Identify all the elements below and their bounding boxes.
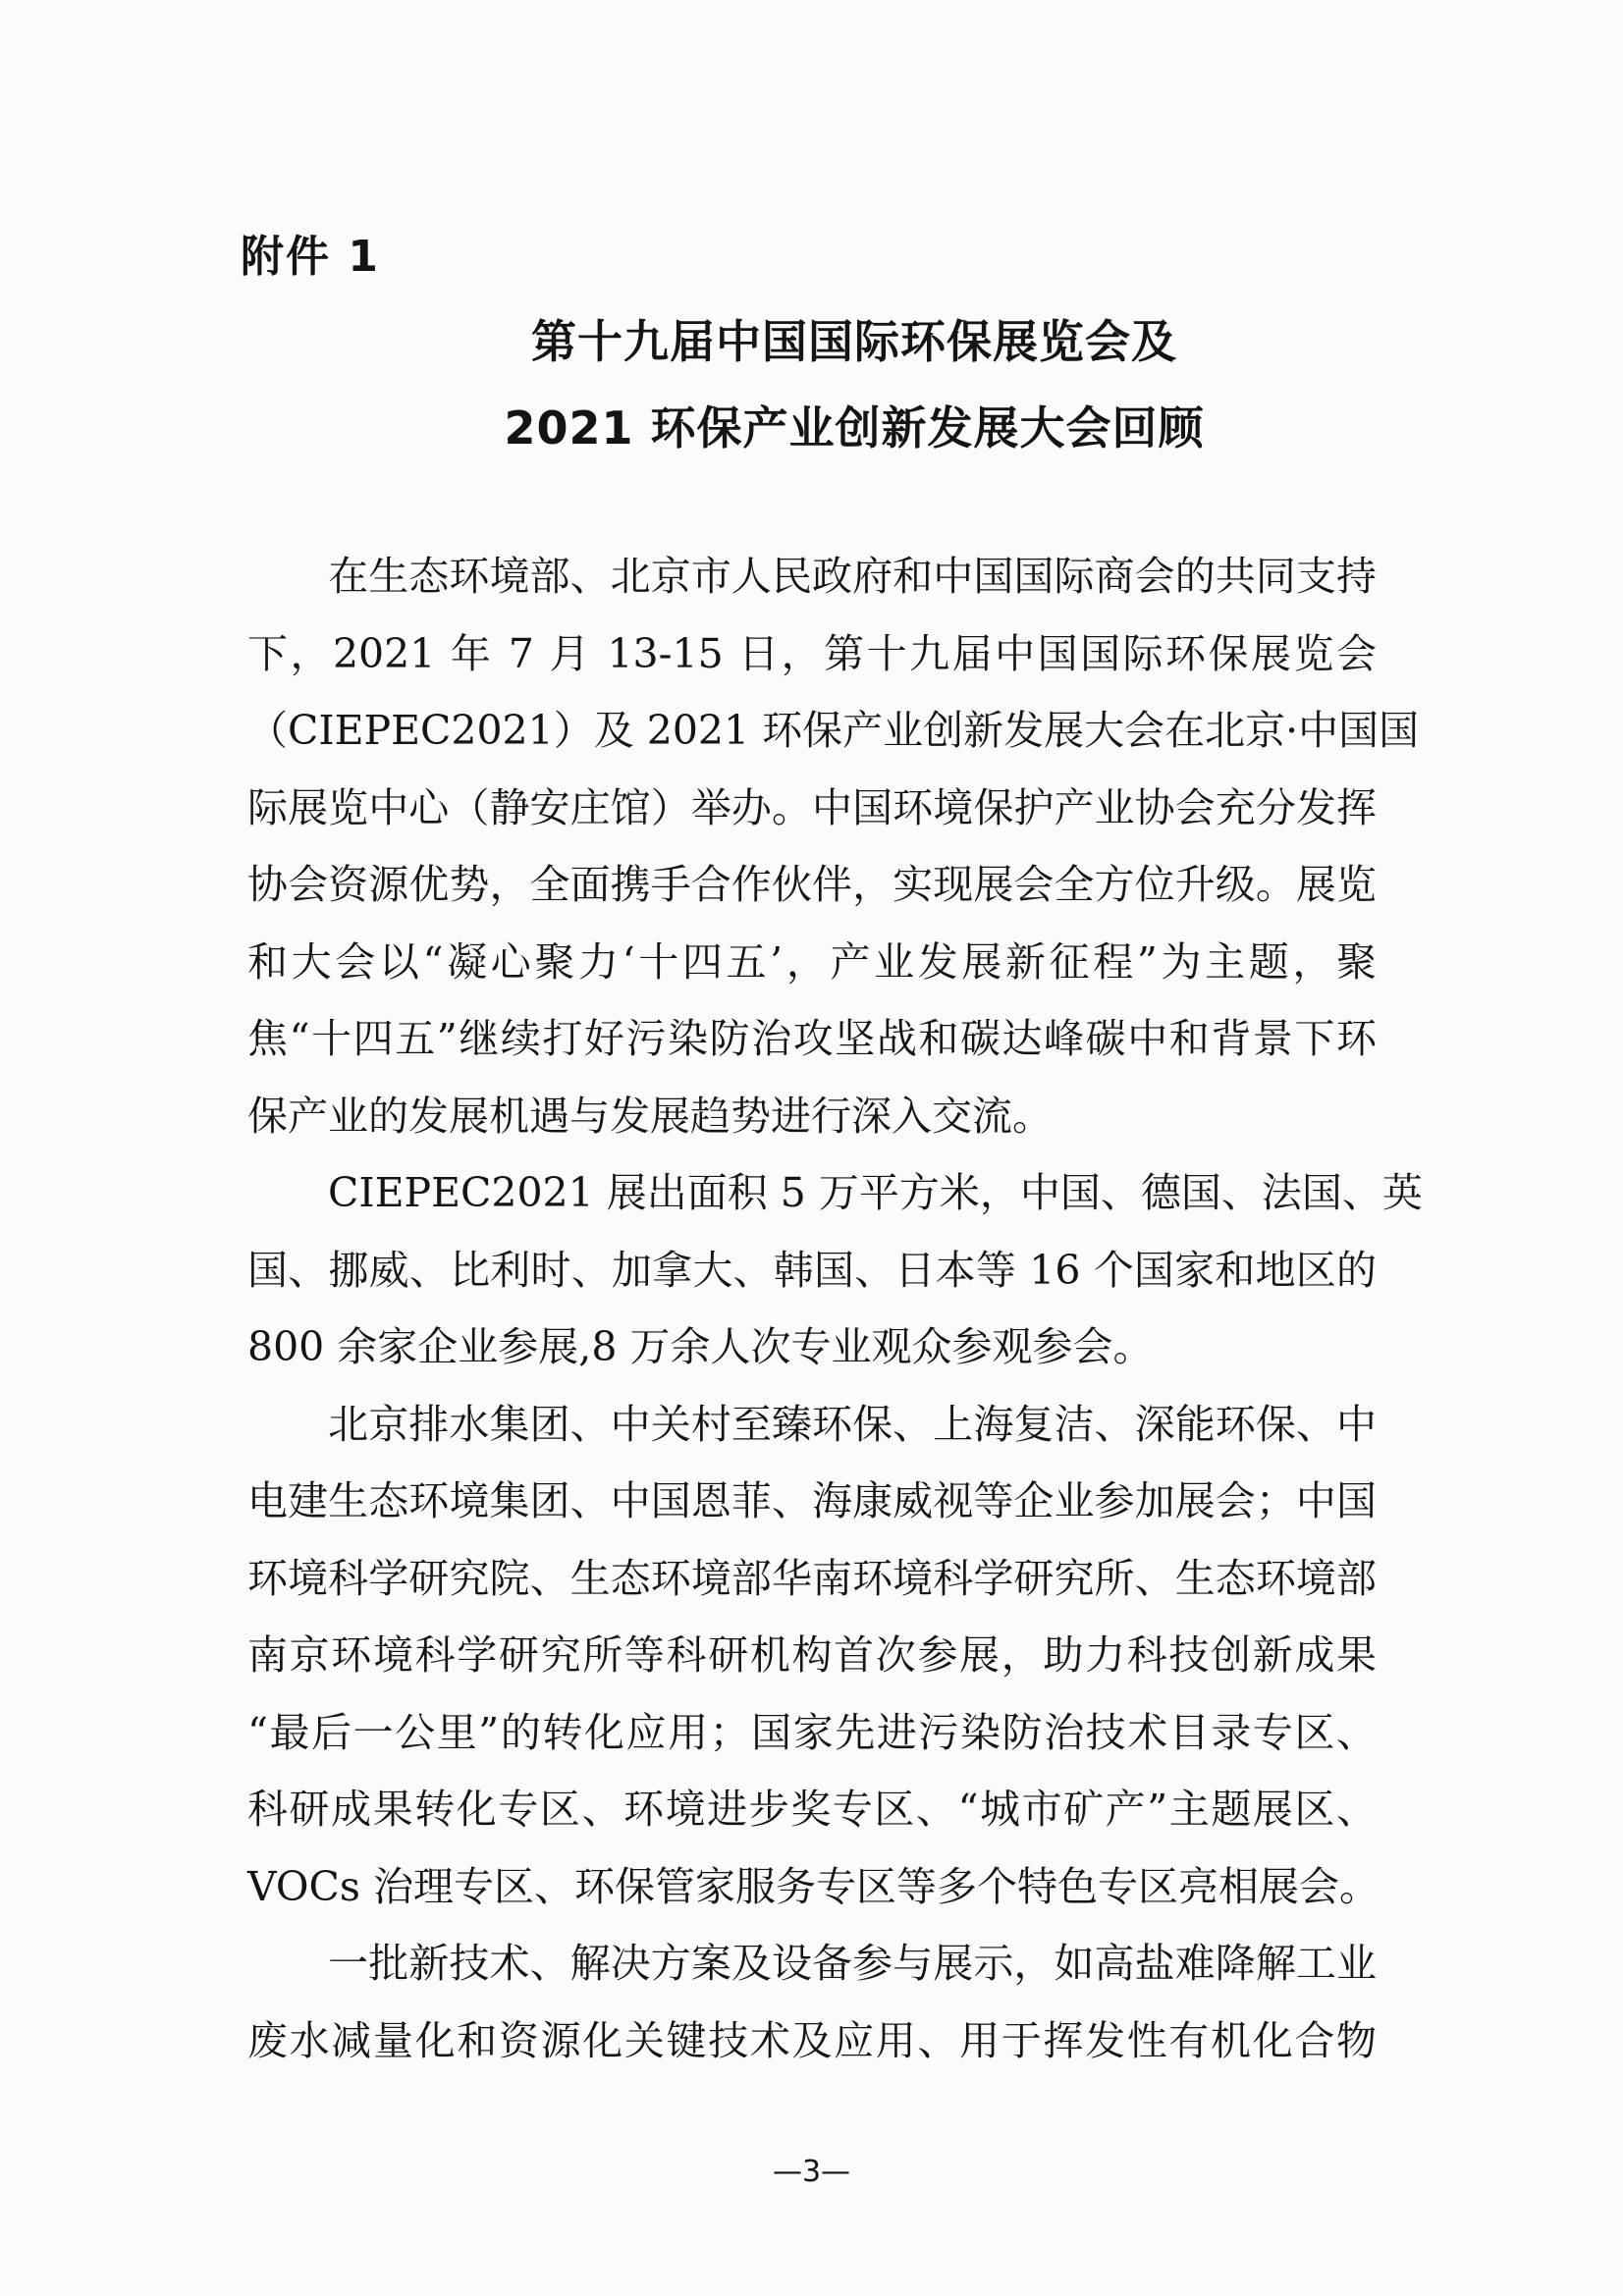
document-body [247, 538, 1423, 2079]
document-title-line-1: 第十九届中国国际环保展览会及 [531, 315, 1177, 368]
text-line: 焦“十四五”继续打好污染防治攻坚战和碳达峰碳中和背景下环 [247, 1015, 1377, 1062]
paragraph-1 [247, 538, 1420, 1154]
text-line: “最后一公里”的转化应用；国家先进污染防治技术目录专区、 [247, 1708, 1377, 1756]
text-line: （CIEPEC2021）及 2021 环保产业创新发展大会在北京·中国国 [247, 707, 1420, 754]
text-line: 800 余家企业参展,8 万余人次专业观众参观参会。 [247, 1323, 1154, 1370]
text-line: 南京环境科学研究所等科研机构首次参展，助力科技创新成果 [247, 1631, 1377, 1679]
text-line: 下，2021 年 7 月 13-15 日，第十九届中国国际环保展览会 [247, 629, 1377, 677]
text-line: 科研成果转化专区、环境进步奖专区、“城市矿产”主题展区、 [247, 1786, 1377, 1833]
text-line: 协会资源优势，全面携手合作伙伴，实现展会全方位升级。展览 [247, 861, 1377, 908]
text-line: 电建生态环境集团、中国恩菲、海康威视等企业参加展会；中国 [247, 1477, 1377, 1524]
text-line: 一批新技术、解决方案及设备参与展示，如高盐难降解工业 [247, 1940, 1377, 1987]
document-title-line-2: 2021 环保产业创新发展大会回顾 [504, 401, 1205, 454]
page-number: —3— [772, 2155, 851, 2189]
text-line: 保产业的发展机遇与发展趋势进行深入交流。 [247, 1092, 1053, 1140]
text-line: 和大会以“凝心聚力‘十四五’，产业发展新征程”为主题，聚 [247, 937, 1377, 986]
attachment-label: 附件 1 [241, 232, 380, 282]
text-line: 国、挪威、比利时、加拿大、韩国、日本等 16 个国家和地区的 [247, 1246, 1377, 1294]
text-line: CIEPEC2021 展出面积 5 万平方米，中国、德国、法国、英 [247, 1169, 1423, 1216]
text-line: 际展览中心（静安庄馆）举办。中国环境保护产业协会充分发挥 [247, 783, 1377, 831]
text-line: VOCs 治理专区、环保管家服务专区等多个特色专区亮相展会。 [247, 1862, 1380, 1910]
text-line: 在生态环境部、北京市人民政府和中国国际商会的共同支持 [247, 553, 1377, 600]
paragraph-3 [247, 1386, 1380, 1926]
text-line: 北京排水集团、中关村至臻环保、上海复洁、深能环保、中 [247, 1400, 1377, 1448]
text-line: 废水减量化和资源化关键技术及应用、用于挥发性有机化合物 [247, 2016, 1377, 2064]
text-line: 环境科学研究院、生态环境部华南环境科学研究所、生态环境部 [247, 1554, 1377, 1602]
paragraph-2 [247, 1154, 1423, 1386]
paragraph-4 [247, 1925, 1377, 2079]
